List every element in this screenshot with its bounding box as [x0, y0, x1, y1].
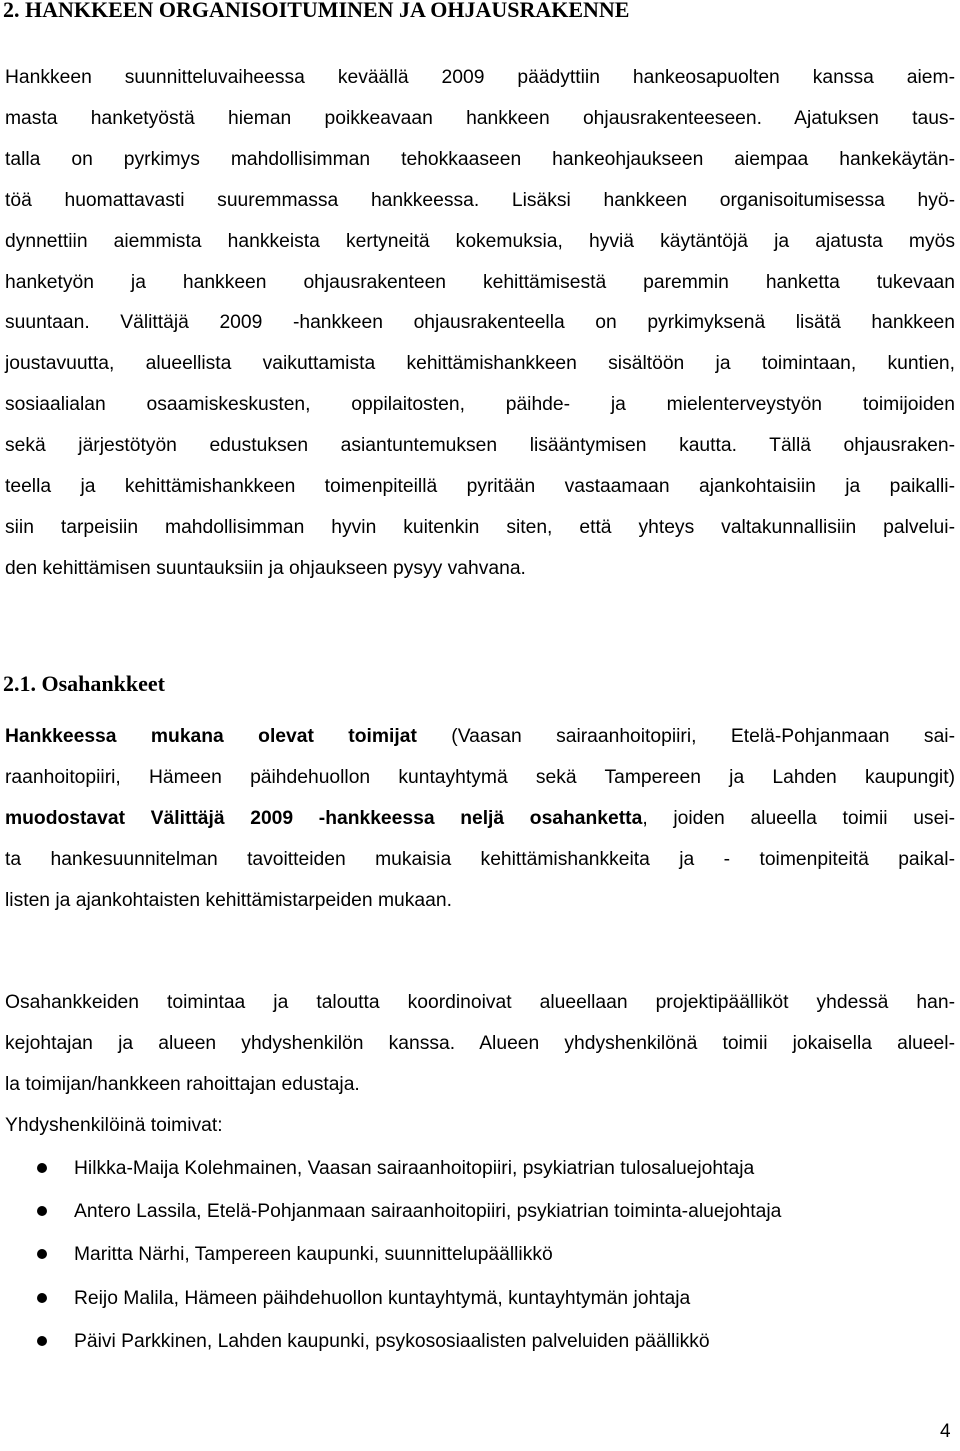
section-heading: 2. HANKKEEN ORGANISOITUMINEN JA OHJAUSRAKENNE [3, 0, 630, 22]
list-item [0, 1147, 960, 1190]
contact-text: Reijo Malila, Hämeen päihdehuollon kuntayhtymä, kuntayhtymän johtaja [74, 1287, 691, 1309]
text-line: Yhdyshenkilöinä toimivat: [5, 1115, 223, 1136]
text-line: töä huomattavasti suuremmassa hankkeessa. Lisäksi hankkeen organisoitumisessa hyö- [5, 189, 955, 211]
text-line: hanketyön ja hankkeen ohjausrakenteen kehittämisestä paremmin hanketta tukevaan [5, 271, 955, 293]
text-line: talla on pyrkimys mahdollisimman tehokkaaseen hankeohjaukseen aiempaa hankekäytän- [5, 148, 955, 170]
contact-text: Hilkka-Maija Kolehmainen, Vaasan sairaanhoitopiiri, psykiatrian tulosaluejohtaja [74, 1158, 755, 1179]
bullet-icon [37, 1249, 47, 1259]
list-item [0, 1190, 960, 1233]
text-line: teella ja kehittämishankkeen toimenpiteillä pyritään vastaamaan ajankohtaisiin ja paikalli- [5, 476, 955, 498]
text-line: Hankkeen suunnitteluvaiheessa keväällä 2009 päädyttiin hankeosapuolten kanssa aiem- [5, 67, 955, 88]
text-line: dynnettiin aiemmista hankkeista kertyneitä kokemuksia, hyviä käytäntöjä ja ajatusta myös [5, 230, 955, 252]
text-line: den kehittämisen suuntauksiin ja ohjaukseen pysyy vahvana. [5, 557, 526, 579]
intro-paragraph [5, 58, 955, 590]
subsection-heading: 2.1. Osahankkeet [3, 671, 165, 696]
bullet-icon [37, 1336, 47, 1346]
contact-text: Antero Lassila, Etelä-Pohjanmaan sairaanhoitopiiri, psykiatrian toiminta-aluejohtaja [74, 1201, 782, 1223]
text-line: sosiaalialan osaamiskeskusten, oppilaitosten, päihde- ja mielenterveystyön toimijoiden [5, 394, 955, 416]
bold-text: muodostavat Välittäjä 2009 -hankkeessa neljä osahanketta [5, 807, 643, 829]
bullet-icon [37, 1206, 47, 1216]
text-line: masta hanketyöstä hieman poikkeavaan hankkeen ohjausrakenteeseen. Ajatuksen taus- [5, 107, 955, 129]
text-line: listen ja ajankohtaisten kehittämistarpeiden mukaan. [5, 889, 452, 911]
text-line: Osahankkeiden toimintaa ja taloutta koordinoivat alueellaan projektipäälliköt yhdessä han- [5, 992, 955, 1013]
text-line: kejohtajan ja alueen yhdyshenkilön kanssa. Alueen yhdyshenkilönä toimii jokaisella alueel- [5, 1032, 955, 1054]
text-line: siin tarpeisiin mahdollisimman hyvin kuitenkin siten, että yhteys valtakunnallisiin palvelui- [5, 516, 955, 538]
contacts-intro [5, 1106, 955, 1147]
page-number: 4 [940, 1421, 951, 1442]
text-line: sekä järjestötyön edustuksen asiantuntemuksen lisääntymisen kautta. Tällä ohjausraken- [5, 435, 955, 457]
contact-text: Maritta Närhi, Tampereen kaupunki, suunnittelupäällikkö [74, 1244, 553, 1266]
text-line: la toimijan/hankkeen rahoittajan edustaja. [5, 1073, 360, 1095]
text-line: joustavuutta, alueellista vaikuttamista kehittämishankkeen sisältöön ja toimintaan, kuntien, [5, 353, 955, 375]
bold-text: Hankkeessa mukana olevat toimijat [5, 726, 417, 747]
actors-paragraph [5, 717, 955, 922]
contacts-list [0, 1147, 960, 1363]
text-run: (Vaasan sairaanhoitopiiri, Etelä-Pohjanmaan sai- [416, 726, 955, 747]
text-run: , joiden alueella toimii usei- [642, 807, 955, 829]
text-line: ta hankesuunnitelman tavoitteiden mukaisia kehittämishankkeita ja - toimenpiteitä paikal- [5, 848, 955, 870]
text-line: raanhoitopiiri, Hämeen päihdehuollon kuntayhtymä sekä Tampereen ja Lahden kaupungit) [5, 766, 955, 788]
text-line: suuntaan. Välittäjä 2009 -hankkeen ohjausrakenteella on pyrkimyksenä lisätä hankkeen [5, 312, 955, 334]
bullet-icon [37, 1163, 47, 1173]
bullet-icon [37, 1293, 47, 1303]
list-item [0, 1320, 960, 1363]
text-line [5, 799, 955, 840]
contact-text: Päivi Parkkinen, Lahden kaupunki, psykososiaalisten palveluiden päällikkö [74, 1330, 710, 1352]
list-item [0, 1277, 960, 1320]
list-item [0, 1233, 960, 1276]
text-line [5, 717, 955, 758]
coordination-paragraph [5, 983, 955, 1106]
